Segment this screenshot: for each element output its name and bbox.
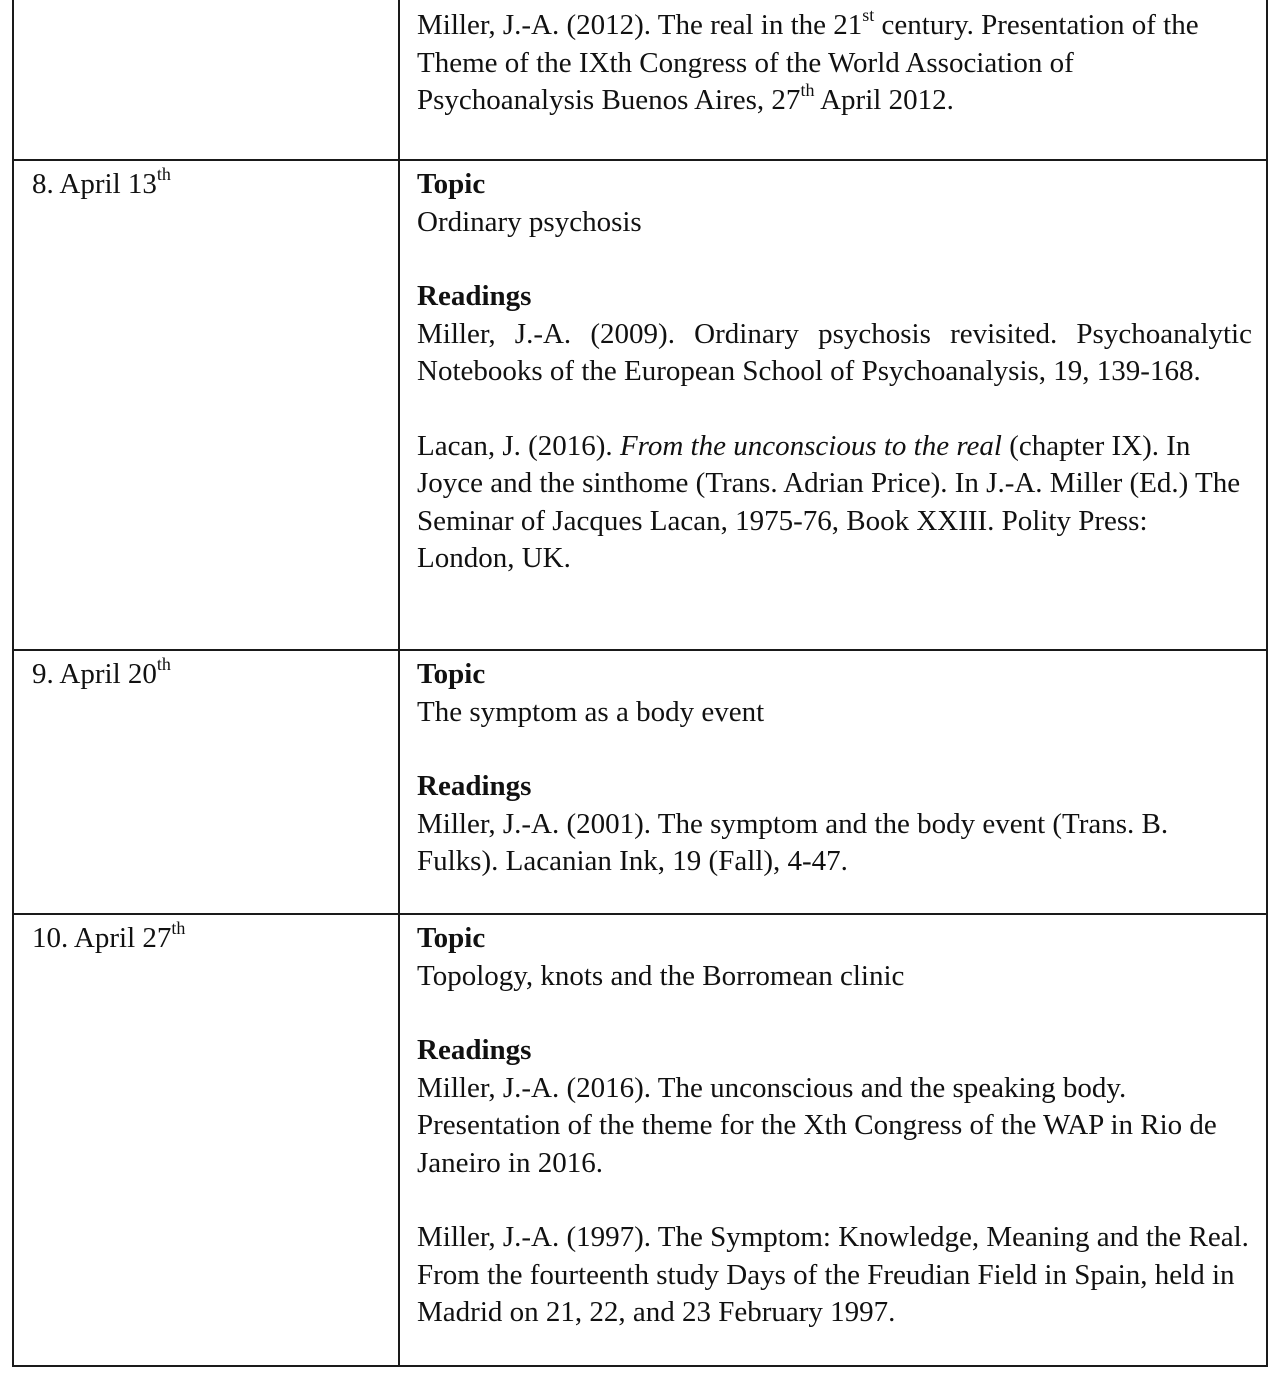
- readings-heading: Readings: [417, 770, 532, 802]
- reading-entry: Lacan, J. (2016). From the unconscious to the real (chapter IX). In Joyce and the sinthome (Trans. Adrian Price). In J.-A. Miller (Ed.) The Seminar of Jacques Lacan, 1975-76, Book XXIII. Polity Press: London, UK.: [417, 429, 1241, 574]
- course-schedule-table: [12, 0, 1268, 1367]
- reading-entry: Miller, J.-A. (2009). Ordinary psychosis revisited. Psychoanalytic Notebooks of the European School of Psychoanalysis, 19, 139-168.: [417, 317, 1252, 387]
- readings-heading: Readings: [417, 1034, 532, 1066]
- date-cell-empty: [13, 0, 399, 160]
- topic-text: Topology, knots and the Borromean clinic: [417, 959, 905, 992]
- readings-heading: Readings: [417, 280, 532, 312]
- table-row: [13, 160, 1267, 650]
- reading-entry: Miller, J.-A. (2016). The unconscious and the speaking body. Presentation of the theme for the Xth Congress of the WAP in Rio de Janeiro in 2016.: [417, 1071, 1217, 1179]
- table-row: [13, 650, 1267, 914]
- session-content: [399, 650, 1267, 914]
- topic-text: Ordinary psychosis: [417, 205, 642, 238]
- table-row: [13, 914, 1267, 1366]
- reading-entry: Miller, J.-A. (1997). The Symptom: Knowledge, Meaning and the Real. From the fourteenth study Days of the Freudian Field in Spain, held in Madrid on 21, 22, and 23 February 1997.: [417, 1221, 1249, 1328]
- reading-entry: Miller, J.-A. (2012). The real in the 21st century. Presentation of the Theme of the IXth Congress of the World Association of Psychoanalysis Buenos Aires, 27th April 2012.: [417, 5, 1199, 116]
- session-content: [399, 914, 1267, 1366]
- session-date: 9. April 20th: [13, 650, 399, 914]
- topic-heading: Topic: [417, 168, 486, 200]
- topic-text: The symptom as a body event: [417, 695, 765, 728]
- session-date: 8. April 13th: [13, 160, 399, 650]
- topic-heading: Topic: [417, 658, 486, 690]
- session-content: [399, 160, 1267, 650]
- session-date: 10. April 27th: [13, 914, 399, 1366]
- reading-entry: Miller, J.-A. (2001). The symptom and the body event (Trans. B. Fulks). Lacanian Ink, 19 (Fall), 4-47.: [417, 807, 1169, 877]
- table-row: [13, 0, 1267, 160]
- reading-cell: [399, 0, 1267, 160]
- topic-heading: Topic: [417, 922, 486, 954]
